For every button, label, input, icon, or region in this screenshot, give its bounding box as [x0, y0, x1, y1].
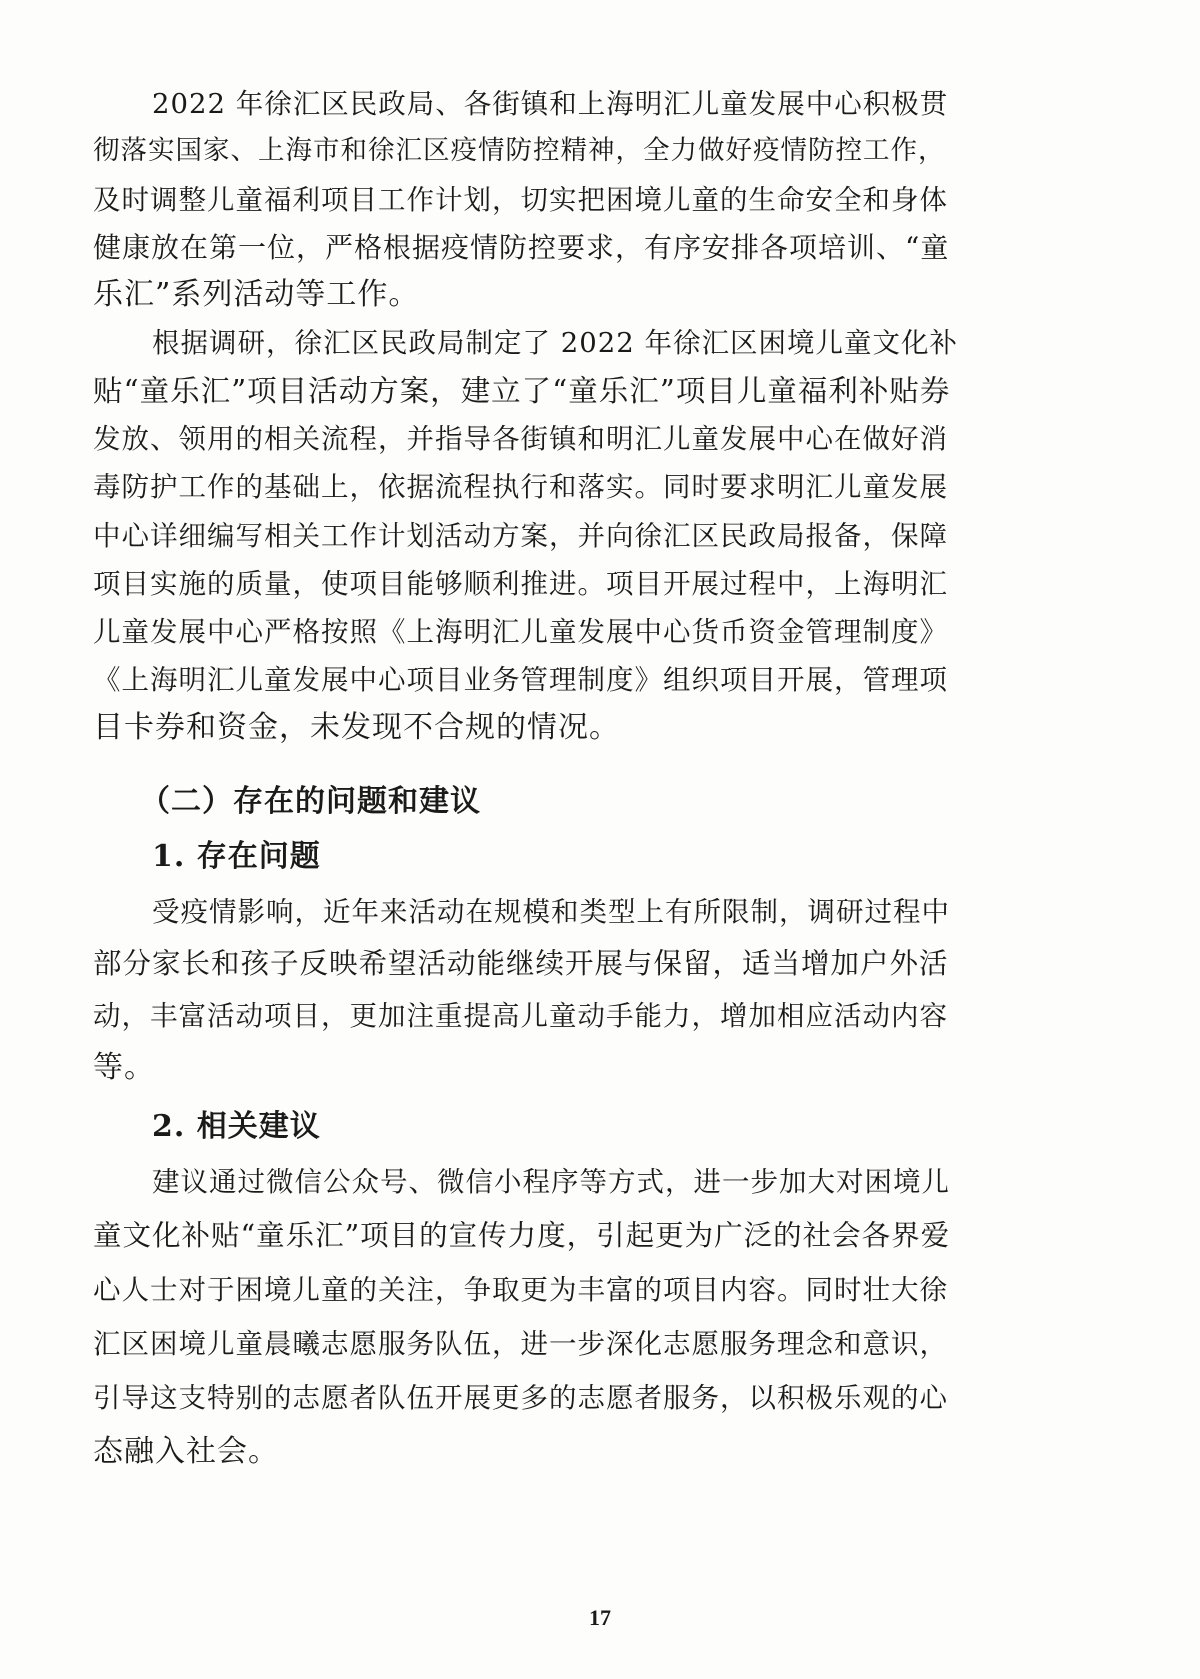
paragraph-line: 贴“童乐汇”项目活动方案，建立了“童乐汇”项目儿童福利补贴券: [93, 374, 951, 408]
paragraph-line: 健康放在第一位，严格根据疫情防控要求，有序安排各项培训、“童: [93, 231, 950, 264]
section-heading: （二）存在的问题和建议: [140, 784, 481, 819]
subheading-problems: 1. 存在问题: [152, 839, 321, 874]
paragraph-line: 2022 年徐汇区民政局、各街镇和上海明汇儿童发展中心积极贯: [152, 88, 949, 120]
paragraph-line: 引导这支特别的志愿者队伍开展更多的志愿者服务，以积极乐观的心: [93, 1382, 948, 1414]
paragraph-line: 动，丰富活动项目，更加注重提高儿童动手能力，增加相应活动内容: [93, 1000, 948, 1032]
paragraph-line: 《上海明汇儿童发展中心项目业务管理制度》组织项目开展，管理项: [93, 664, 948, 696]
paragraph-line: 项目实施的质量，使项目能够顺利推进。项目开展过程中，上海明汇: [93, 568, 948, 600]
paragraph-line: 儿童发展中心严格按照《上海明汇儿童发展中心货币资金管理制度》: [93, 616, 948, 648]
subheading-suggestions: 2. 相关建议: [152, 1109, 321, 1144]
paragraph-line: 及时调整儿童福利项目工作计划，切实把困境儿童的生命安全和身体: [93, 184, 948, 216]
paragraph-line: 态融入社会。: [93, 1434, 279, 1469]
paragraph-line: 目卡券和资金，未发现不合规的情况。: [93, 710, 620, 745]
paragraph-line: 建议通过微信公众号、微信小程序等方式，进一步加大对困境儿: [152, 1166, 950, 1198]
paragraph-line: 彻落实国家、上海市和徐汇区疫情防控精神，全力做好疫情防控工作，: [93, 135, 946, 166]
paragraph-line: 等。: [93, 1050, 155, 1085]
page-number: 17: [589, 1605, 611, 1630]
paragraph-line: 根据调研，徐汇区民政局制定了 2022 年徐汇区困境儿童文化补: [152, 327, 958, 359]
paragraph-line: 中心详细编写相关工作计划活动方案，并向徐汇区民政局报备，保障: [93, 520, 948, 552]
paragraph-line: 毒防护工作的基础上，依据流程执行和落实。同时要求明汇儿童发展: [93, 471, 948, 503]
paragraph-line: 童文化补贴“童乐汇”项目的宣传力度，引起更为广泛的社会各界爱: [93, 1219, 951, 1252]
paragraph-line: 部分家长和孩子反映希望活动能继续开展与保留，适当增加户外活: [93, 947, 949, 980]
paragraph-line: 发放、领用的相关流程，并指导各街镇和明汇儿童发展中心在做好消: [93, 423, 948, 455]
paragraph-line: 乐汇”系列活动等工作。: [93, 277, 420, 312]
paragraph-line: 受疫情影响，近年来活动在规模和类型上有所限制，调研过程中: [152, 896, 950, 928]
paragraph-line: 心人士对于困境儿童的关注，争取更为丰富的项目内容。同时壮大徐: [93, 1274, 948, 1306]
paragraph-line: 汇区困境儿童晨曦志愿服务队伍，进一步深化志愿服务理念和意识，: [93, 1328, 948, 1360]
